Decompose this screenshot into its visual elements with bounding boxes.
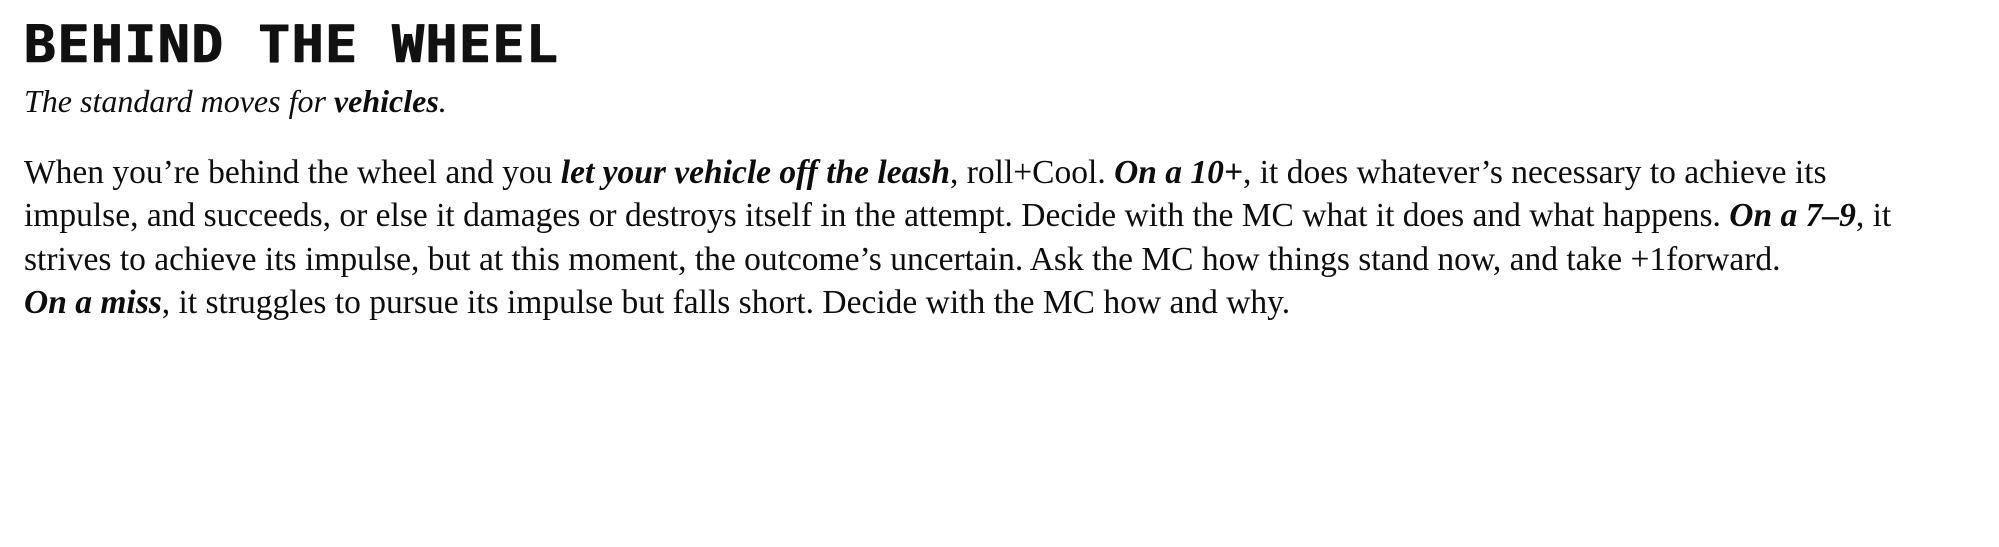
move-text-part-1: When you’re behind the wheel and you: [24, 153, 561, 191]
page-title: BEHIND THE WHEEL: [24, 15, 560, 75]
move-trigger: let your vehicle off the leash: [560, 153, 950, 191]
move-text-part-4: , it strives to achieve its impulse, but at this moment, the outcome’s uncertain. Ask the MC how things stand now, and take +1forward.: [24, 197, 1892, 278]
subtitle-prefix: The standard moves for: [24, 82, 334, 119]
move-text-part-2: , roll+Cool.: [950, 153, 1115, 191]
move-description: [24, 151, 1929, 325]
section-subtitle: [24, 81, 1939, 121]
subtitle-emphasis: vehicles: [333, 82, 439, 119]
subtitle-suffix: .: [438, 82, 447, 119]
result-7-9-label: On a 7–9: [1729, 197, 1856, 235]
move-text-part-3: , it does whatever’s necessary to achieve its impulse, and succeeds, or else it damages or destroys itself in the attempt. Decide with the MC what it does and what happens.: [24, 153, 1827, 235]
move-text-part-5: , it struggles to pursue its impulse but falls short. Decide with the MC how and why.: [161, 284, 1291, 322]
result-10-plus-label: On a 10+: [1114, 153, 1243, 191]
result-miss-label: On a miss: [24, 284, 162, 322]
